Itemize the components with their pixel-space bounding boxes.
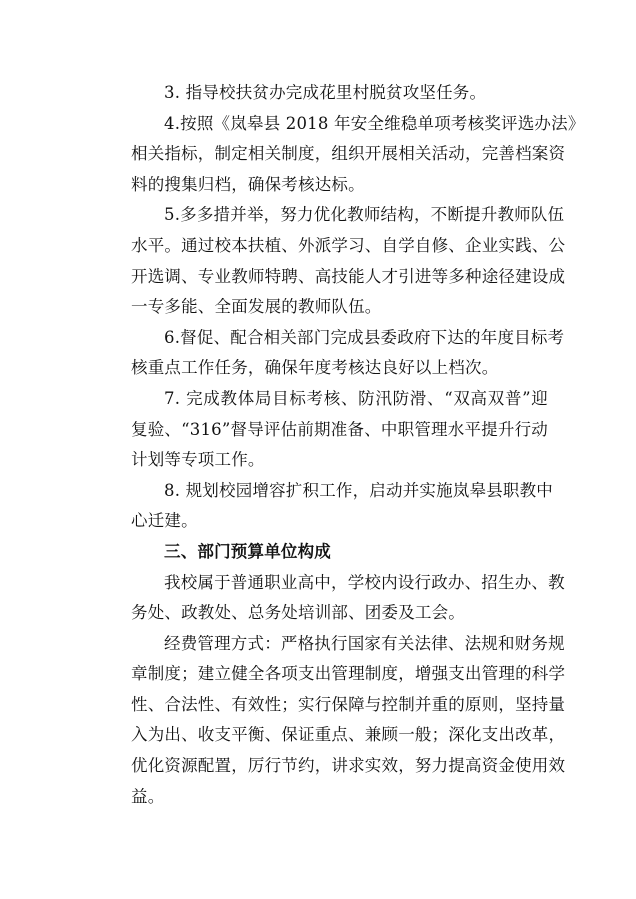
text-line: 开选调、专业教师特聘、高技能人才引进等多种途径建设成 [131,266,566,286]
paragraph [98,200,566,322]
text-line: 章制度；建立健全各项支出管理制度，增强支出管理的科学 [131,664,566,684]
text-line: 5.多多措并举，努力优化教师结构，不断提升教师队伍 [164,205,565,225]
text-line: 心迁建。 [131,511,198,531]
text-line: 性、合法性、有效性；实行保障与控制并重的原则，坚持量 [131,694,566,714]
text-line: 我校属于普通职业高中，学校内设行政办、招生办、教 [164,572,565,592]
text-line: 优化资源配置，厉行节约，讲求实效，努力提高资金使用效 [131,756,566,776]
text-line: 4.按照《岚皋县 2018 年安全维稳单项考核奖评选办法》 [164,113,585,133]
text-line: 三、部门预算单位构成 [164,541,331,561]
text-line: 复验、“316”督导评估前期准备、中职管理水平提升行动 [131,419,548,439]
text-line: 一专多能、全面发展的教师队伍。 [131,297,382,317]
paragraph [98,109,585,201]
text-line: 核重点工作任务，确保年度考核达良好以上档次。 [131,358,499,378]
text-line: 益。 [131,786,165,806]
text-line: 入为出、收支平衡、保证重点、兼顾一般；深化支出改革， [131,725,566,745]
paragraph [98,568,565,629]
text-line: 3. 指导校扶贫办完成花里村脱贫攻坚任务。 [164,83,487,102]
text-line: 务处、政教处、总务处培训部、团委及工会。 [131,603,465,623]
paragraph [98,476,553,537]
paragraph [98,78,548,109]
text-line: 8. 规划校园增容扩积工作，启动并实施岚皋县职教中 [164,480,553,500]
text-line: 料的搜集归档，确保考核达标。 [131,174,365,194]
section-heading [98,537,548,568]
paragraph [98,323,565,384]
text-line: 6.督促、配合相关部门完成县委政府下达的年度目标考 [164,327,565,347]
text-line: 7. 完成教体局目标考核、防汛防滑、“双高双普”迎 [164,388,548,408]
text-line: 经费管理方式：严格执行国家有关法律、法规和财务规 [164,633,565,653]
paragraph [98,629,566,813]
text-line: 计划等专项工作。 [131,450,265,470]
paragraph [98,384,548,476]
text-line: 水平。通过校本扶植、外派学习、自学自修、企业实践、公 [131,235,566,255]
text-line: 相关指标，制定相关制度，组织开展相关活动，完善档案资 [131,144,566,164]
document-body [98,78,585,812]
